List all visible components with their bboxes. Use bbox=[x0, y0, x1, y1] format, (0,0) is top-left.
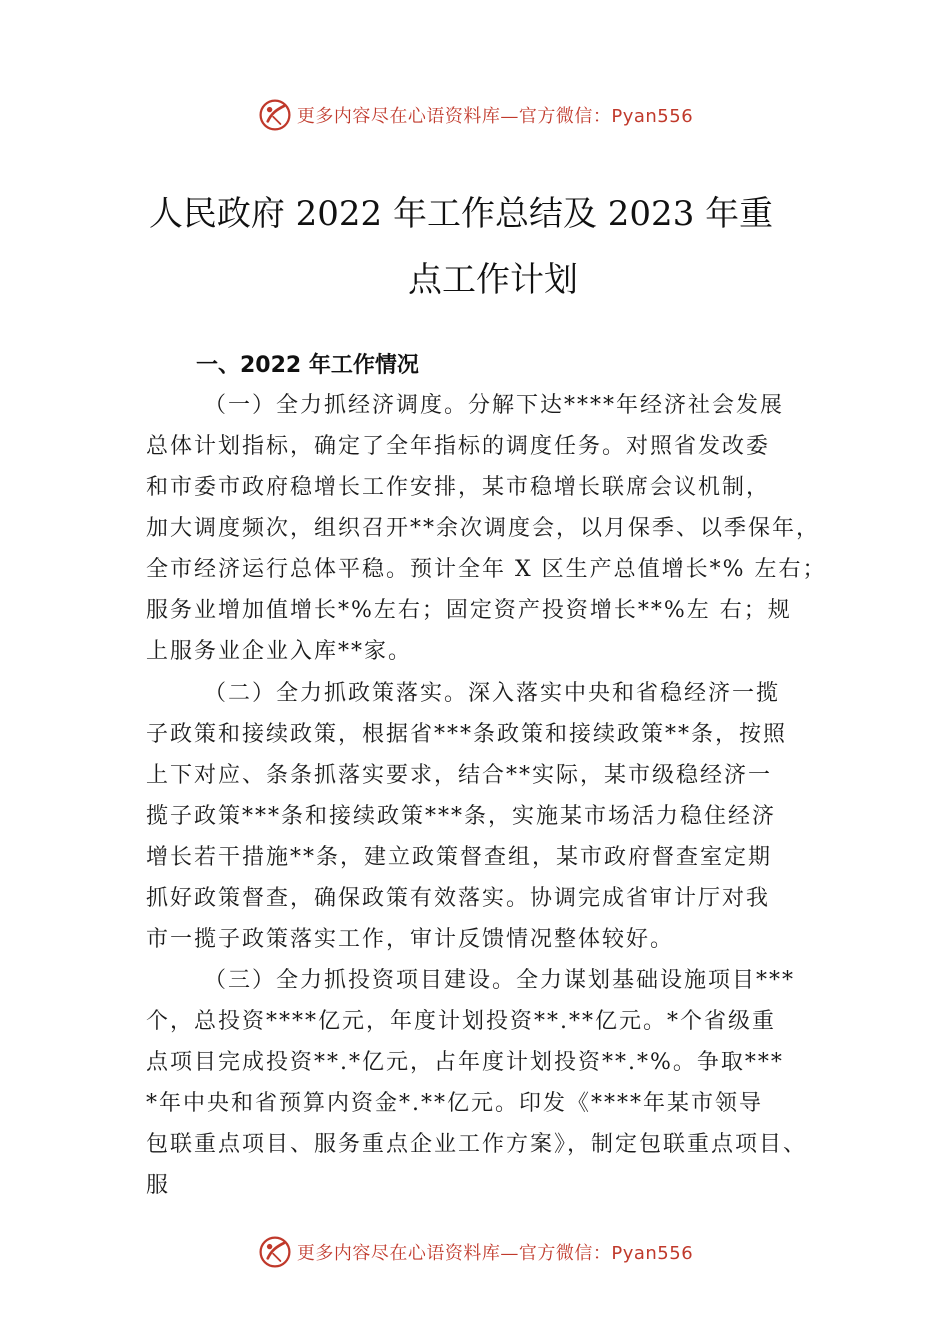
body-line: 点项目完成投资**.*亿元，占年度计划投资**.*%。争取*** bbox=[146, 1050, 784, 1075]
body-line: （二）全力抓政策落实。深入落实中央和省稳经济一揽 bbox=[204, 681, 781, 706]
body-line: 个，总投资****亿元，年度计划投资**.**亿元。*个省级重 bbox=[146, 1009, 776, 1034]
body-line: （三）全力抓投资项目建设。全力谋划基础设施项目*** bbox=[204, 968, 796, 993]
body-line: 加大调度频次，组织召开**余次调度会，以月保季、以季保年， bbox=[146, 516, 821, 541]
document-title-line-2: 点工作计划 bbox=[408, 260, 578, 300]
section-heading: 一、2022 年工作情况 bbox=[196, 353, 419, 378]
body-line: 服务业增加值增长*%左右；固定资产投资增长**%左 右；规 bbox=[146, 598, 792, 623]
watermark-text: 更多内容尽在心语资料库—官方微信：Pyan556 bbox=[296, 106, 694, 127]
body-line: *年中央和省预算内资金*.**亿元。印发《****年某市领导 bbox=[146, 1091, 763, 1116]
body-line: 揽子政策***条和接续政策***条，实施某市场活力稳住经济 bbox=[146, 804, 777, 829]
body-line: 全市经济运行总体平稳。预计全年 X 区生产总值增长*% 左右； bbox=[146, 557, 827, 582]
body-line: 增长若干措施**条，建立政策督查组，某市政府督查室定期 bbox=[146, 845, 773, 870]
body-line: （一）全力抓经济调度。分解下达****年经济社会发展 bbox=[204, 393, 785, 418]
body-line: 抓好政策督查，确保政策有效落实。协调完成省审计厅对我 bbox=[146, 886, 771, 911]
document-title-line-1: 人民政府 2022 年工作总结及 2023 年重 bbox=[148, 194, 774, 234]
logo-icon bbox=[257, 1234, 293, 1270]
watermark-wechat-id: Pyan556 bbox=[611, 106, 694, 127]
body-line: 上服务业企业入库**家。 bbox=[146, 639, 413, 664]
body-line: 子政策和接续政策，根据省***条政策和接续政策**条，按照 bbox=[146, 722, 788, 747]
body-line: 包联重点项目、服务重点企业工作方案》，制定包联重点项目、 bbox=[146, 1132, 808, 1157]
watermark-text: 更多内容尽在心语资料库—官方微信：Pyan556 bbox=[296, 1243, 694, 1264]
watermark-header bbox=[0, 95, 950, 135]
body-line: 市一揽子政策落实工作，审计反馈情况整体较好。 bbox=[146, 927, 675, 952]
body-line: 总体计划指标，确定了全年指标的调度任务。对照省发改委 bbox=[146, 434, 771, 459]
body-line: 上下对应、条条抓落实要求，结合**实际，某市级稳经济一 bbox=[146, 763, 773, 788]
body-line: 服 bbox=[146, 1173, 171, 1198]
watermark-footer bbox=[0, 1232, 950, 1272]
body-line: 和市委市政府稳增长工作安排，某市稳增长联席会议机制， bbox=[146, 475, 771, 500]
watermark-wechat-id: Pyan556 bbox=[611, 1243, 694, 1264]
logo-icon bbox=[257, 97, 293, 133]
